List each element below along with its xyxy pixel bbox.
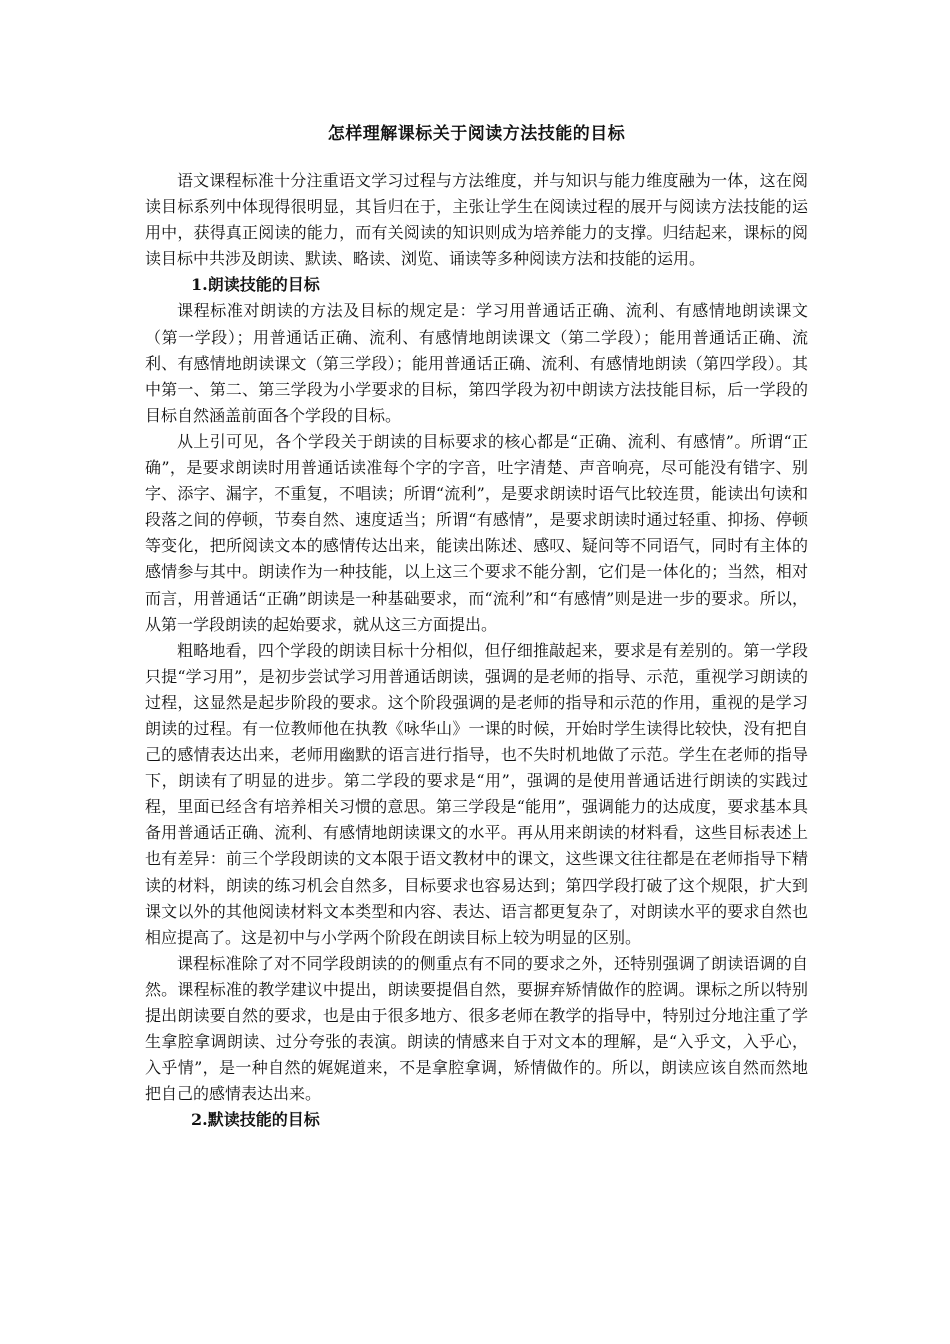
section1-paragraph-1: 课程标准对朗读的方法及目标的规定是：学习用普通话正确、流利、有感情地朗读课文（第一学段）；用普通话正确、流利、有感情地朗读课文（第二学段）；能用普通话正确、流利、有感情地朗读课文（第三学段）；能用普通话正确、流利、有感情地朗读（第四学段）。其中第一、第二、第三学段为小学要求的目标，第四学段为初中朗读方法技能目标，后一学段的目标自然涵盖前面各个学段的目标。 xyxy=(145,301,808,425)
intro-paragraph: 语文课程标准十分注重语文学习过程与方法维度，并与知识与能力维度融为一体，这在阅读目标系列中体现得很明显，其旨归在于，主张让学生在阅读过程的展开与阅读方法技能的运用中，获得真正阅读的能力，而有关阅读的知识则成为培养能力的支撑。归结起来，课标的阅读目标中共涉及朗读、默读、略读、浏览、诵读等多种阅读方法和技能的运用。 xyxy=(145,171,808,269)
section-heading-silent-reading: 2.默读技能的目标 xyxy=(191,1110,320,1130)
section1-paragraph-3: 粗略地看，四个学段的朗读目标十分相似，但仔细推敲起来，要求是有差别的。第一学段只提“学习用”，是初步尝试学习用普通话朗读，强调的是老师的指导、示范，重视学习朗读的过程，这显然是起步阶段的要求。这个阶段强调的是老师的指导和示范的作用，重视的是学习朗读的过程。有一位教师他在执教《咏华山》一课的时候，开始时学生读得比较快，没有把自己的感情表达出来，老师用幽默的语言进行指导，也不失时机地做了示范。学生在老师的指导下，朗读有了明显的进步。第二学段的要求是“用”，强调的是使用普通话进行朗读的实践过程，里面已经含有培养相关习惯的意思。第三学段是“能用”，强调能力的达成度，要求基本具备用普通话正确、流利、有感情地朗读课文的水平。再从用来朗读的材料看，这些目标表述上也有差异：前三个学段朗读的文本限于语文教材中的课文，这些课文往往都是在老师指导下精读的材料，朗读的练习机会自然多，目标要求也容易达到；第四学段打破了这个规限，扩大到课文以外的其他阅读材料文本类型和内容、表达、语言都更复杂了，对朗读水平的要求自然也相应提高了。这是初中与小学两个阶段在朗读目标上较为明显的区别。 xyxy=(145,640,808,947)
section1-paragraph-2: 从上引可见，各个学段关于朗读的目标要求的核心都是“正确、流利、有感情”。所谓“正确”，是要求朗读时用普通话读准每个字的字音，吐字清楚、声音响亮，尽可能没有错字、别字、添字、漏字，不重复，不唱读；所谓“流利”，是要求朗读时语气比较连贯，能读出句读和段落之间的停顿，节奏自然、速度适当；所谓“有感情”，是要求朗读时通过轻重、抑扬、停顿等变化，把所阅读文本的感情传达出来，能读出陈述、感叹、疑问等不同语气，同时有主体的感情参与其中。朗读作为一种技能，以上这三个要求不能分割，它们是一体化的；当然，相对而言，用普通话“正确”朗读是一种基础要求，而“流利”和“有感情”则是进一步的要求。所以，从第一学段朗读的起始要求，就从这三方面提出。 xyxy=(145,431,808,634)
document-title: 怎样理解课标关于阅读方法技能的目标 xyxy=(327,124,626,144)
section1-paragraph-4: 课程标准除了对不同学段朗读的的侧重点有不同的要求之外，还特别强调了朗读语调的自然。课程标准的教学建议中提出，朗读要提倡自然，要摒弃矫情做作的腔调。课标之所以特别提出朗读要自然的要求，也是由于很多地方、很多老师在教学的指导中，特别过分地注重了学生拿腔拿调朗读、过分夸张的表演。朗读的情感来自于对文本的理解，是“入乎文，入乎心，入乎情”，是一种自然的娓娓道来，不是拿腔拿调，矫情做作的。所以，朗读应该自然而然地把自己的感情表达出来。 xyxy=(145,953,808,1104)
section-heading-reading-aloud: 1.朗读技能的目标 xyxy=(191,275,320,295)
document-page xyxy=(145,122,808,1133)
